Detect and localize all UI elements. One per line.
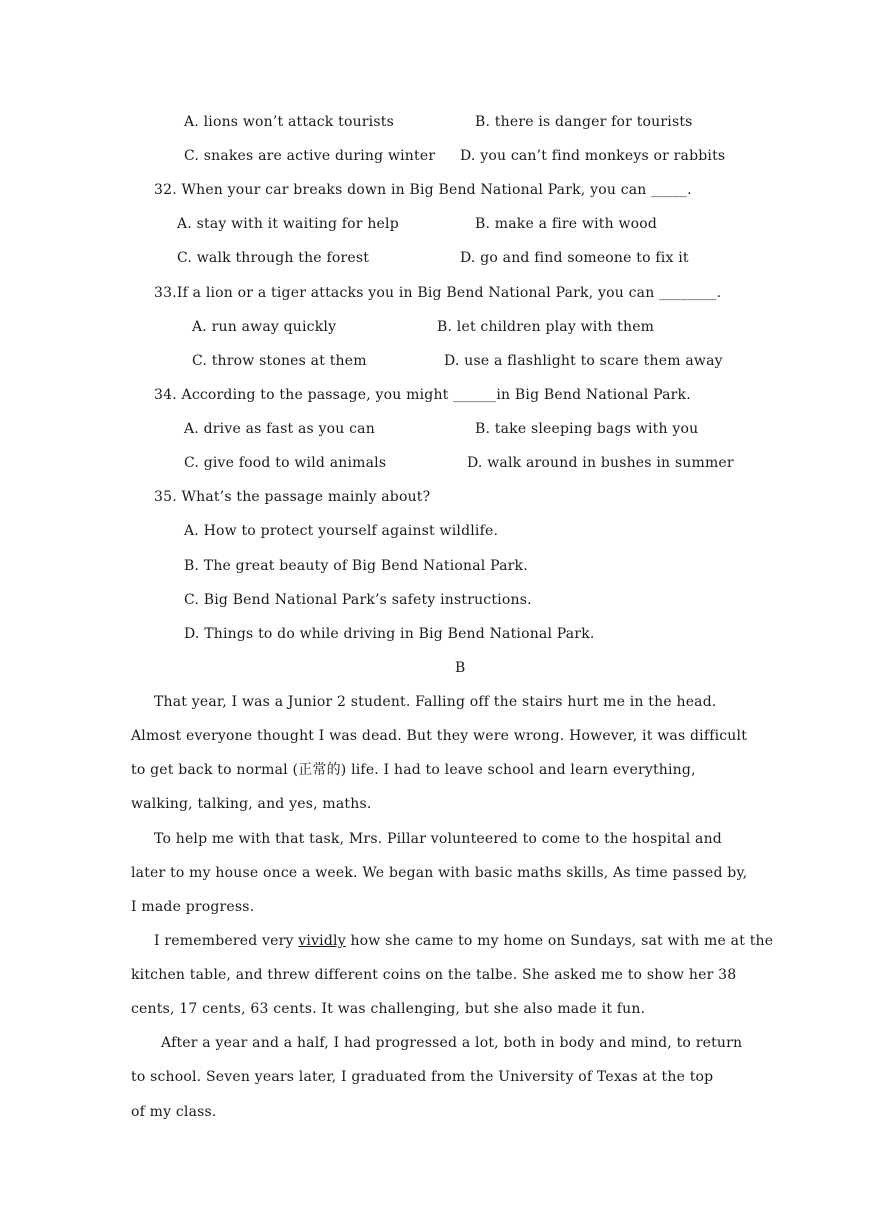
q32-stem: 32. When your car breaks down in Big Bend National Park, you can _____. bbox=[154, 182, 692, 198]
q32-option-d: D. go and find someone to fix it bbox=[460, 250, 689, 266]
q34-option-a: A. drive as fast as you can bbox=[184, 421, 375, 437]
q35-option-b: B. The great beauty of Big Bend National Park. bbox=[184, 558, 528, 574]
q34-option-c: C. give food to wild animals bbox=[184, 455, 387, 471]
p2-line-1: To help me with that task, Mrs. Pillar volunteered to come to the hospital and bbox=[154, 831, 722, 847]
q34-stem: 34. According to the passage, you might ______in Big Bend National Park. bbox=[154, 387, 691, 403]
q33-option-b: B. let children play with them bbox=[437, 319, 655, 335]
p4-line-2: to school. Seven years later, I graduated from the University of Texas at the top bbox=[131, 1069, 714, 1085]
p3-line-1 bbox=[154, 931, 773, 951]
p1-line-3: to get back to normal (正常的) life. I had to leave school and learn everything, bbox=[131, 762, 696, 778]
p2-line-3: I made progress. bbox=[131, 899, 255, 915]
q35-option-d: D. Things to do while driving in Big Bend National Park. bbox=[184, 626, 595, 642]
p4-line-3: of my class. bbox=[131, 1104, 217, 1120]
p1-line-4: walking, talking, and yes, maths. bbox=[131, 796, 372, 812]
q34-option-d: D. walk around in bushes in summer bbox=[467, 455, 734, 471]
p4-line-1: After a year and a half, I had progressed a lot, both in body and mind, to return bbox=[161, 1035, 743, 1051]
section-b-heading: B bbox=[455, 660, 466, 676]
q32-option-a: A. stay with it waiting for help bbox=[177, 216, 399, 232]
q33-option-d: D. use a flashlight to scare them away bbox=[444, 353, 723, 369]
p3-line-3: cents, 17 cents, 63 cents. It was challenging, but she also made it fun. bbox=[131, 1001, 646, 1017]
q33-stem: 33.If a lion or a tiger attacks you in Big Bend National Park, you can ________. bbox=[154, 285, 722, 301]
q31-option-c: C. snakes are active during winter bbox=[184, 148, 436, 164]
underlined-word-vividly: vividly bbox=[298, 933, 346, 949]
q32-option-b: B. make a fire with wood bbox=[475, 216, 658, 232]
p3-line-2: kitchen table, and threw different coins on the talbe. She asked me to show her 38 bbox=[131, 967, 737, 983]
q32-option-c: C. walk through the forest bbox=[177, 250, 370, 266]
q31-option-d: D. you can’t find monkeys or rabbits bbox=[460, 148, 726, 164]
q33-option-c: C. throw stones at them bbox=[192, 353, 367, 369]
q34-option-b: B. take sleeping bags with you bbox=[475, 421, 699, 437]
q35-option-a: A. How to protect yourself against wildlife. bbox=[184, 523, 499, 539]
q31-option-a: A. lions won’t attack tourists bbox=[184, 114, 394, 130]
q35-option-c: C. Big Bend National Park’s safety instructions. bbox=[184, 592, 532, 608]
p1-line-2: Almost everyone thought I was dead. But they were wrong. However, it was difficult bbox=[131, 728, 748, 744]
p3-line-1-after: how she came to my home on Sundays, sat with me at the bbox=[345, 933, 774, 949]
p3-line-1-before: I remembered very bbox=[154, 933, 299, 949]
q35-stem: 35. What’s the passage mainly about? bbox=[154, 489, 431, 505]
q33-option-a: A. run away quickly bbox=[192, 319, 337, 335]
p1-line-1: That year, I was a Junior 2 student. Falling off the stairs hurt me in the head. bbox=[154, 694, 717, 710]
p2-line-2: later to my house once a week. We began with basic maths skills, As time passed by, bbox=[131, 865, 748, 881]
q31-option-b: B. there is danger for tourists bbox=[475, 114, 693, 130]
